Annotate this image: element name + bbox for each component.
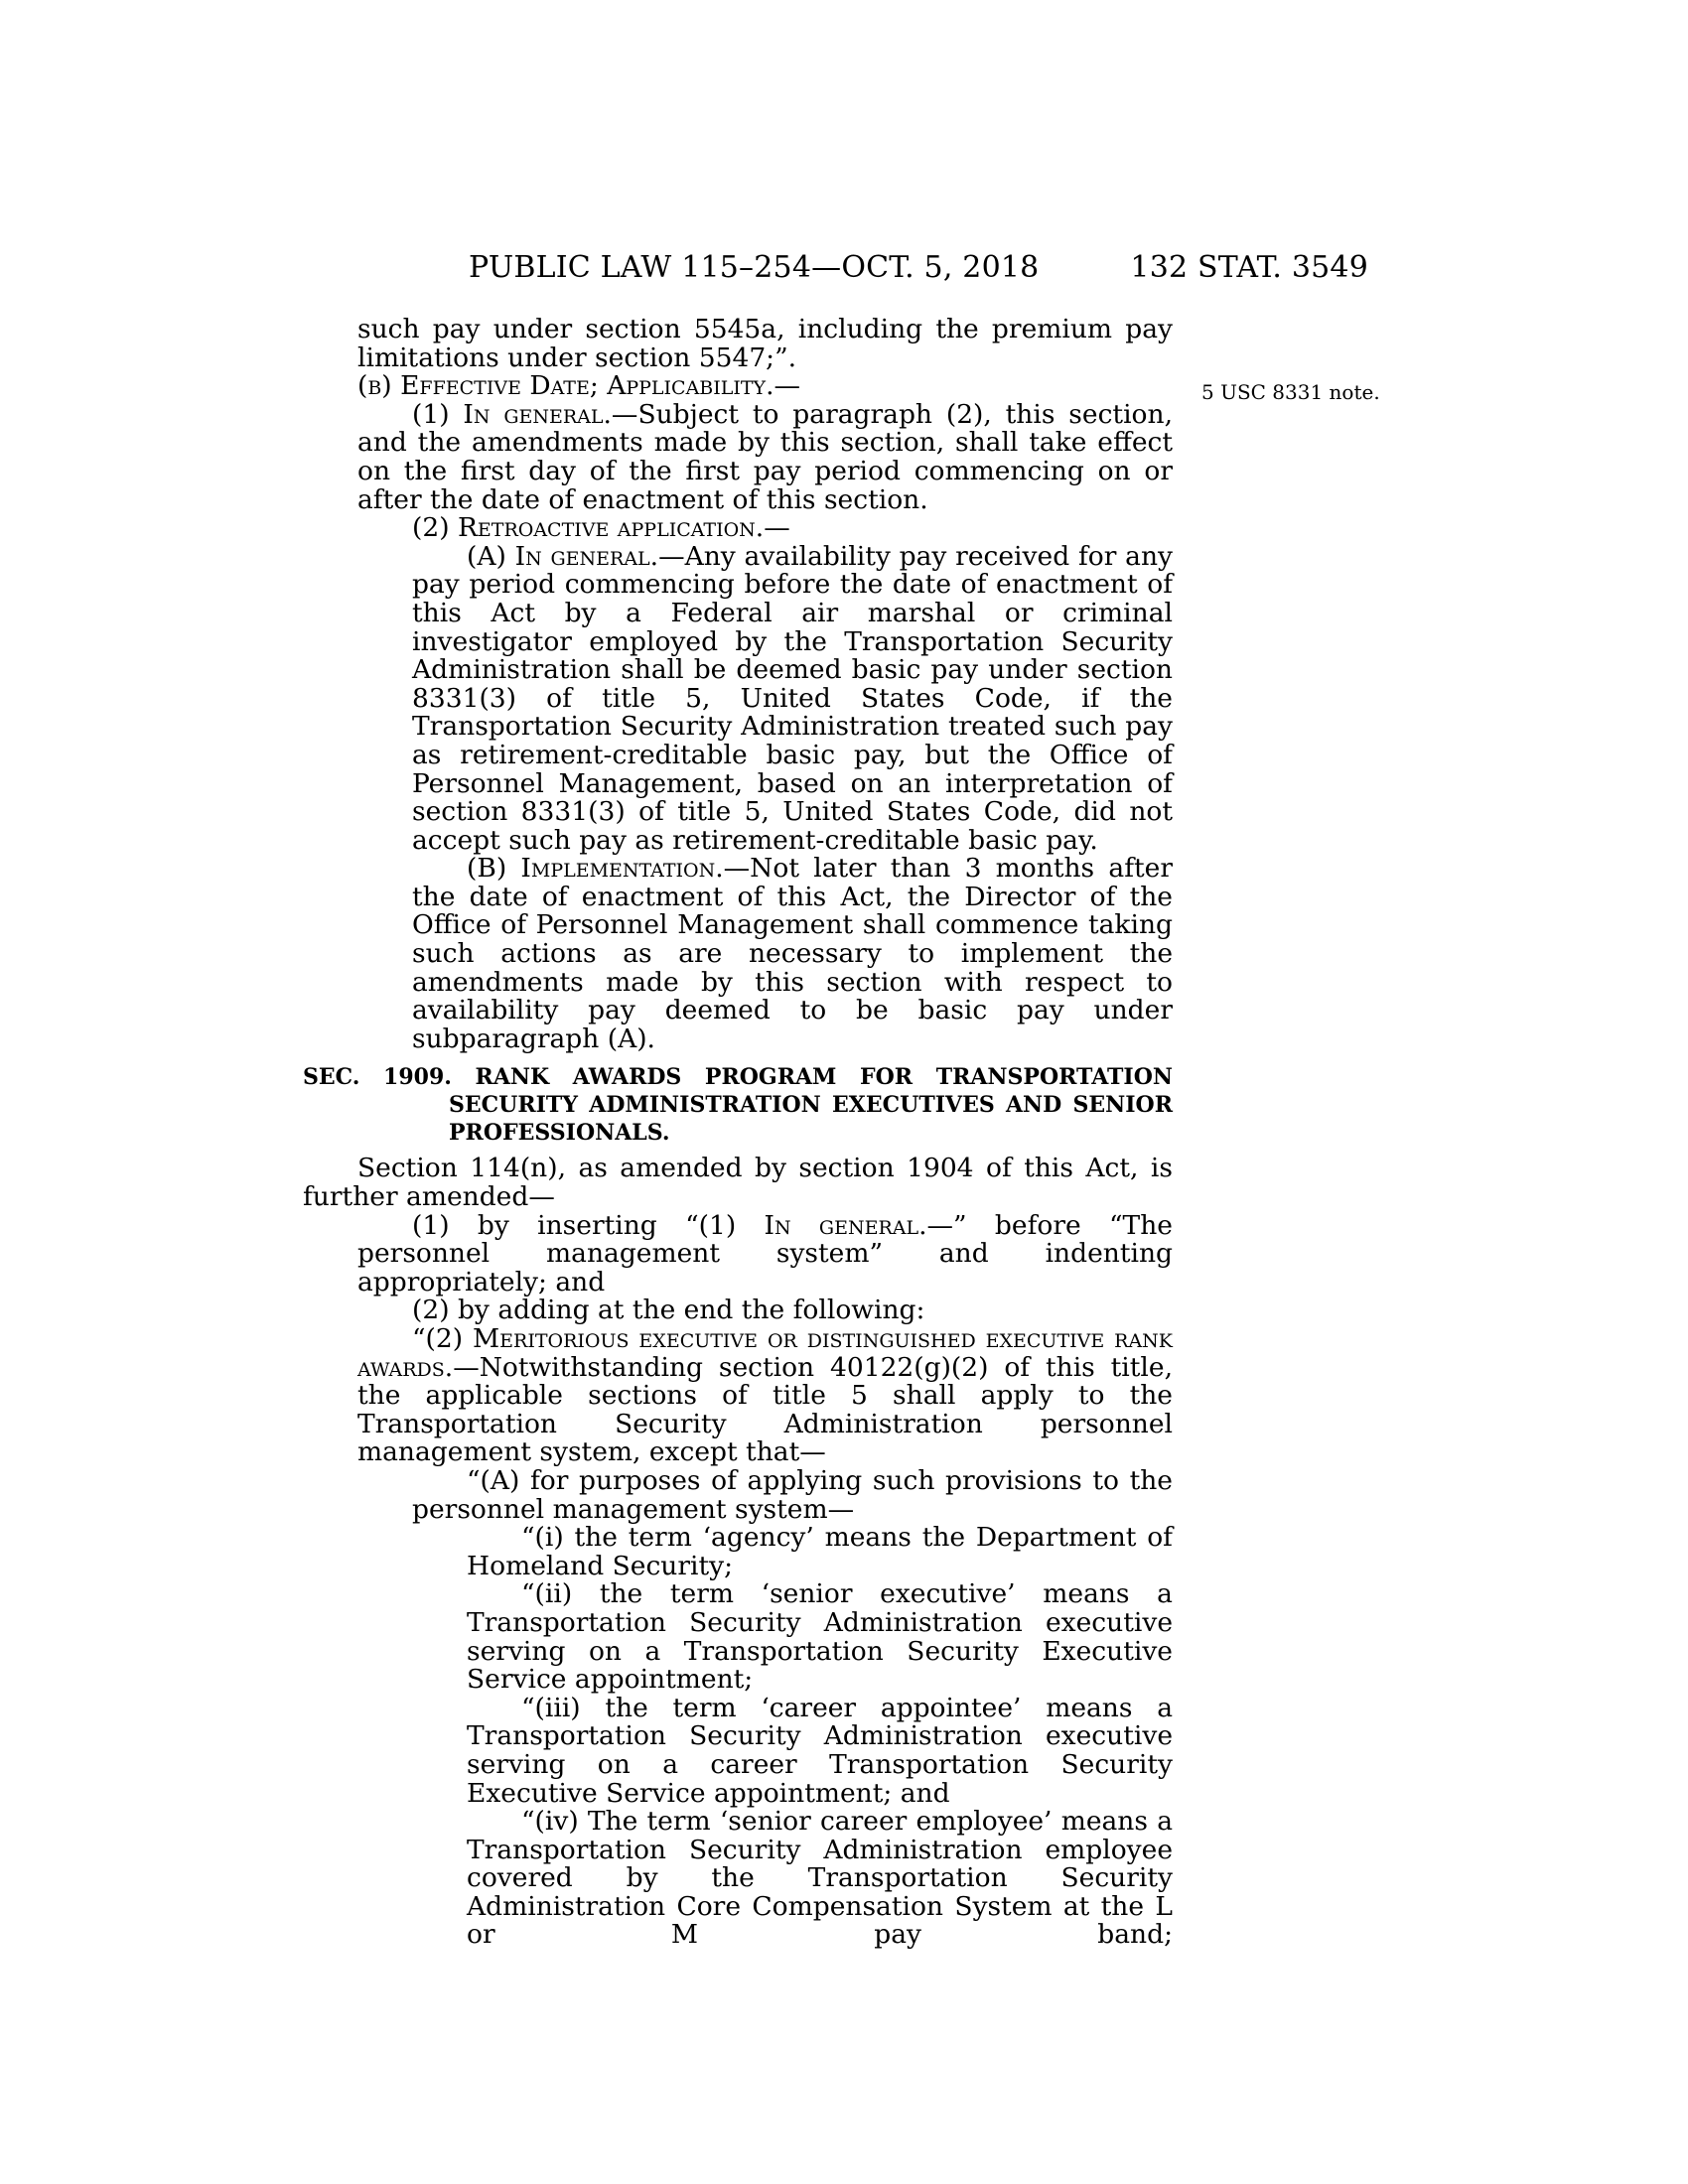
section-intro: Section 114(n), as amended by section 1904 of this Act, is further amended—: [303, 1153, 1173, 1213]
amendment-1-text-a: (1) by inserting “(1): [412, 1209, 765, 1241]
document-body: [303, 316, 1173, 1950]
paragraph-2-label: (2) Retroactive application.—: [412, 512, 790, 544]
subparagraph-a: [412, 540, 1173, 856]
amendment-2: (2) by adding at the end the following:: [412, 1295, 925, 1326]
amendment-1-label: In general.: [764, 1209, 927, 1241]
clause-ii: “(ii) the term ‘senior executive’ means a Transportation Security Administration executive serving on a Transportation Security Executive Service appointment;: [467, 1578, 1173, 1696]
clause-iv: “(iv) The term ‘senior career employee’ means a Transportation Security Administration employee covered by the Transportation Security Administration Core Compensation System at the L or M pay band;: [467, 1806, 1173, 1951]
new-paragraph-2: [357, 1325, 1173, 1467]
new-paragraph-2-text: Notwithstanding section 40122(g)(2) of this title, the applicable sections of title 5 shall apply to the Transportation Security Administration personnel management system, except that—: [357, 1351, 1173, 1468]
amendment-1-text-b: —” before “The personnel management system” and indenting appropriately; and: [357, 1209, 1173, 1297]
clause-iii: “(iii) the term ‘career appointee’ means a Transportation Security Administration executive serving on a career Transportation Security Executive Service appointment; and: [467, 1692, 1173, 1809]
subparagraph-b: [412, 855, 1173, 1053]
amendment-1: [357, 1209, 1173, 1297]
subparagraph-a-text: Any availability pay received for any pay period commencing before the date of enactment of this Act by a Federal air marshal or criminal investigator employed by the Transportation Security Administration shall be deemed basic pay under section 8331(3) of title 5, United States Code, if the Transportation Security Administration treated such pay as retirement-creditable basic pay, but the Office of Personnel Management, based on an interpretation of section 8331(3) of title 5, United States Code, did not accept such pay as retirement-creditable basic pay.: [412, 540, 1173, 856]
paragraph-2-heading: [357, 514, 1173, 543]
page-header: [469, 250, 1368, 290]
clause-i: “(i) the term ‘agency’ means the Department of Homeland Security;: [467, 1522, 1173, 1581]
paragraph-1-label: (1) In general.—: [412, 398, 638, 430]
clause-a: “(A) for purposes of applying such provisions to the personnel management system—: [412, 1464, 1173, 1525]
subsection-b-heading: [303, 372, 1173, 401]
new-paragraph-2-label: “(2) Meritorious executive or distinguished executive rank awards.—: [357, 1323, 1173, 1383]
section-1909-heading: SEC. 1909. RANK AWARDS PROGRAM FOR TRANSPORTATION SECURITY ADMINISTRATION EXECUTIVES AND SENIOR PROFESSIONALS.: [303, 1064, 1173, 1147]
subparagraph-b-text: Not later than 3 months after the date of enactment of this Act, the Director of the Office of Personnel Management shall commence taking such actions as are necessary to implement the amendments made by this section with respect to availability pay deemed to be basic pay under subparagraph (A).: [412, 853, 1173, 1054]
subparagraph-a-label: (A) In general.—: [467, 540, 685, 572]
paragraph-1-text: Subject to paragraph (2), this section, and the amendments made by this section, shall take effect on the first day of the first pay period commencing on or after the date of enactment of this section.: [357, 398, 1173, 515]
subparagraph-b-label: (B) Implementation.—: [467, 853, 751, 885]
margin-note: 5 USC 8331 note.: [1201, 380, 1380, 404]
law-citation: PUBLIC LAW 115–254—OCT. 5, 2018: [469, 250, 1040, 285]
subsection-b-label: (b) Effective Date; Applicability.—: [357, 370, 801, 402]
stat-page-number: 132 STAT. 3549: [1130, 250, 1368, 285]
continued-paragraph: such pay under section 5545a, including the premium pay limitations under section 5547;”.: [357, 314, 1173, 373]
paragraph-1-general: [357, 398, 1173, 515]
